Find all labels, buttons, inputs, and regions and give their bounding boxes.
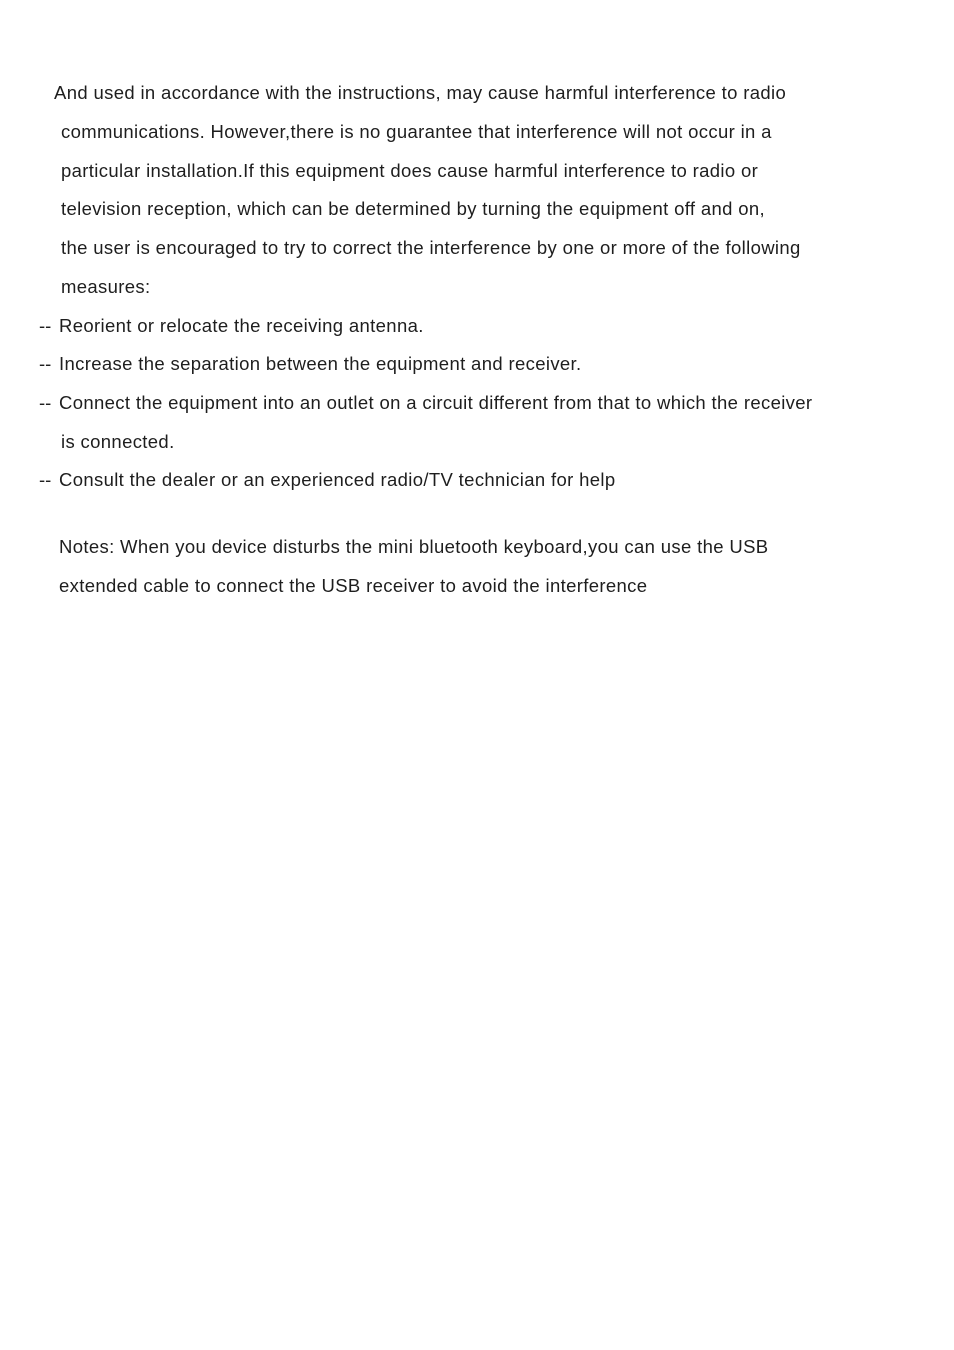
list-item: Consult the dealer or an experienced radio/TV technician for help <box>59 469 616 490</box>
intro-line: the user is encouraged to try to correct the interference by one or more of the following <box>61 237 801 258</box>
list-bullet: -- <box>39 315 52 336</box>
list-bullet: -- <box>39 353 52 374</box>
intro-line: And used in accordance with the instructions, may cause harmful interference to radio <box>54 82 787 103</box>
list-item: Reorient or relocate the receiving antenna. <box>59 315 424 336</box>
intro-line: communications. However,there is no guarantee that interference will not occur in a <box>61 121 772 142</box>
intro-line: particular installation.If this equipment does cause harmful interference to radio or <box>61 160 759 181</box>
list-bullet: -- <box>39 392 52 413</box>
notes-line: Notes: When you device disturbs the mini bluetooth keyboard,you can use the USB <box>59 536 769 557</box>
notes-line: extended cable to connect the USB receiver to avoid the interference <box>59 575 648 596</box>
list-item: Increase the separation between the equipment and receiver. <box>59 353 582 374</box>
list-item: Connect the equipment into an outlet on a circuit different from that to which the receiver <box>59 392 813 413</box>
intro-line: measures: <box>61 276 151 297</box>
intro-line: television reception, which can be determined by turning the equipment off and on, <box>61 198 766 219</box>
list-item-continuation: is connected. <box>61 431 175 452</box>
list-bullet: -- <box>39 469 52 490</box>
